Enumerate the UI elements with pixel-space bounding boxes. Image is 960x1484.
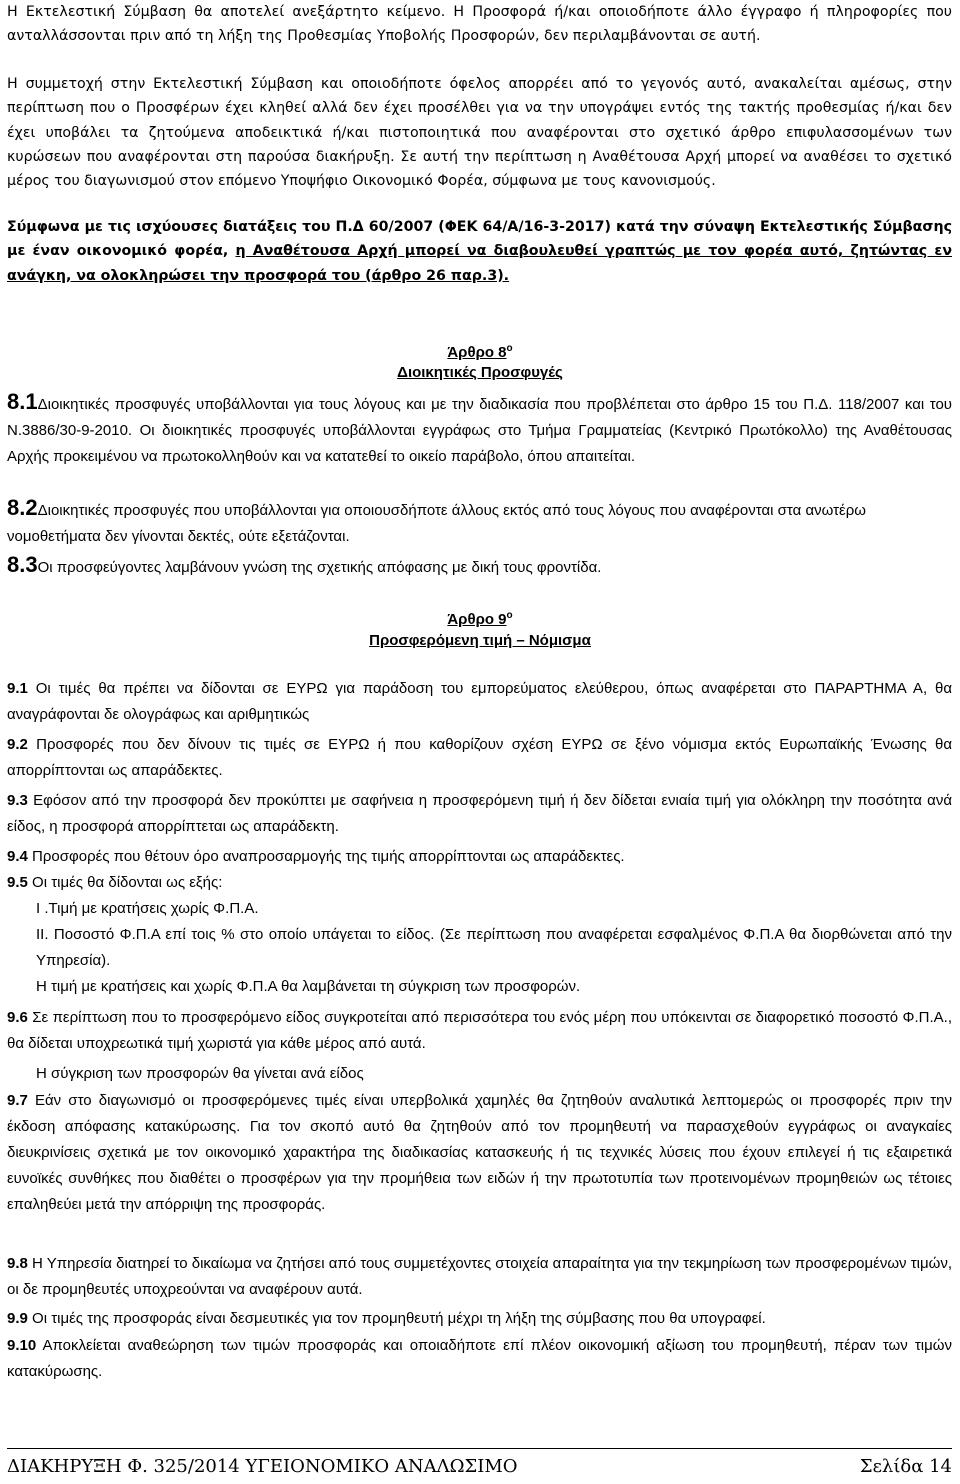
footer-divider bbox=[7, 1448, 952, 1449]
section-8-1-text: Διοικητικές προσφυγές υποβάλλονται για τους λόγους και με την διαδικασία που προβλέπεται στο άρθρο 15 του Π.Δ. 118/2007 και του Ν.3886/30-9-2010. Οι διοικητικές προσφυγές υποβάλλονται εγγράφως στο Τμήμα Γραμματείας (Κεντρικό Πρωτόκολλο) της Αναθέτουσας Αρχής προκειμένου να πρωτοκολληθούν και να κατατεθεί το οικείο παράβολο, όπου απαιτείται. bbox=[7, 396, 952, 465]
section-9-3: 9.3 Εφόσον από την προσφορά δεν προκύπτει με σαφήνεια η προσφερόμενη τιμή ή δεν δίδεται ενιαία τιμή για ολόκληρη την ποσότητα ανά είδος, η προσφορά απορρίπτεται ως απαράδεκτη. bbox=[7, 792, 952, 835]
article-9-heading: Άρθρο $9^o$ bbox=[447, 610, 513, 628]
section-9-10: 9.10 Αποκλείεται αναθεώρηση των τιμών προσφοράς και οποιαδήποτε επί πλέον οικονομική αξίωση του προμηθευτή, πέραν των τιμών κατακύρωσης. bbox=[7, 1337, 952, 1380]
section-9-1: 9.1 Οι τιμές θα πρέπει να δίδονται σε ΕΥΡΩ για παράδοση του εμπορεύματος ελεύθερου, όπως αναφέρεται στο ΠΑΡΑΡΤΗΜΑ Α, θα αναγράφονται δε ολογράφως και αριθμητικώς bbox=[7, 680, 953, 723]
section-9-4: 9.4 Προσφορές που θέτουν όρο αναπροσαρμογής της τιμής απορρίπτονται ως απαράδεκτες. bbox=[7, 848, 625, 865]
section-9-5: 9.5 Οι τιμές θα δίδονται ως εξής: bbox=[7, 874, 223, 891]
section-9-6-extra: Η σύγκριση των προσφορών θα γίνεται ανά είδος bbox=[36, 1065, 364, 1082]
section-8-1-number: 8.1 bbox=[7, 389, 38, 414]
section-8-2-text: Διοικητικές προσφυγές που υποβάλλονται για οποιουσδήποτε άλλους εκτός από τους λόγους που αναφέρονται στα ανωτέρω νομοθετήματα δεν γίνονται δεκτές, ούτε εξετάζονται. bbox=[7, 502, 866, 545]
page-number: Σελίδα 14 bbox=[859, 1456, 952, 1477]
section-8-3 bbox=[7, 552, 952, 581]
section-8-1 bbox=[7, 389, 952, 470]
section-9-2: 9.2 Προσφορές που δεν δίνουν τις τιμές σε ΕΥΡΩ ή που καθορίζουν σχέση ΕΥΡΩ σε ξένο νόμισμα εκτός Ευρωπαϊκής Ένωσης θα απορρίπτονται ως απαράδεκτες. bbox=[7, 736, 952, 779]
section-9-5-item-ii: ΙΙ. Ποσοστό Φ.Π.Α επί τοις % στο οποίο υπάγεται το είδος. (Σε περίπτωση που αναφέρεται εσφαλμένος Φ.Π.Α θα διορθώνεται από την Υπηρεσία). bbox=[36, 926, 952, 969]
intro-paragraph-2: Η συμμετοχή στην Εκτελεστική Σύμβαση και οποιοδήποτε όφελος απορρέει από το γεγονός αυτό, ανακαλείται αμέσως, στην περίπτωση που ο Προσφέρων έχει κληθεί αλλά δεν έχει προσέλθει για να την υπογράψει εντός της τακτής προθεσμίας ή/και δεν έχει υποβάλει τα ζητούμενα αποδεικτικά ή/και πιστοποιητικά που αναφέρονται στο σχετικό άρθρο επιφυλασσομένων των κυρώσεων που αναφέρονται στη παρούσα διακήρυξη. Σε αυτή την περίπτωση η Αναθέτουσα Αρχή μπορεί να αναθέσει το σχετικό μέρος του διαγωνισμού στον επόμενο Υποψήφιο Οικονομικό Φορέα, σύμφωνα με τους κανονισμούς. bbox=[7, 76, 952, 190]
section-8-3-text: Οι προσφεύγοντες λαμβάνουν γνώση της σχετικής απόφασης με δική τους φροντίδα. bbox=[37, 559, 602, 576]
section-9-9: 9.9 Οι τιμές της προσφοράς είναι δεσμευτικές για τον προμηθευτή μέχρι τη λήξη της σύμβασης που θα υπογραφεί. bbox=[7, 1310, 766, 1327]
intro-paragraph-3 bbox=[7, 215, 952, 288]
section-9-6: 9.6 Σε περίπτωση που το προσφερόμενο είδος συγκροτείται από περισσότερα του ενός μέρη που υπόκεινται σε διαφορετικό ποσοστό Φ.Π.Α., θα δίδεται υποχρεωτικά τιμή χωριστά για κάθε μέρος από αυτά. bbox=[7, 1009, 952, 1052]
intro-paragraph-3-underline: η Αναθέτουσα Αρχή μπορεί να διαβουλευθεί γραπτώς με τον φορέα αυτό, ζητώντας εν ανάγκη, να ολοκληρώσει την προσφορά του (άρθρο 26 παρ.3). bbox=[7, 243, 952, 284]
section-8-3-number: 8.3 bbox=[7, 552, 38, 577]
section-9-7: 9.7 Εάν στο διαγωνισμό οι προσφερόμενες τιμές είναι υπερβολικά χαμηλές θα ζητηθούν αναλυτικά λεπτομερώς οι προσφορές πριν την έκδοση απόφασης κατακύρωσης. Για τον σκοπό αυτό θα ζητηθούν από τον προμηθευτή να παρασχεθούν εγγράφως οι αναγκαίες διευκρινίσεις σχετικά με τον οικονομικό χαρακτήρα της διαδικασίας κατασκευής ή τις τεχνικές λύσεις που έχουν επιλεγεί ή τις εξαιρετικά ευνοϊκές συνθήκες που διαθέτει ο προσφέρων για την προμήθεια των ειδών ή την πρωτοτυπία των προτεινομένων προμηθειών ως τέτοιες επαληθεύει μετά την απόρριψη της προσφοράς. bbox=[7, 1092, 952, 1213]
section-9-8: 9.8 Η Υπηρεσία διατηρεί το δικαίωμα να ζητήσει από τους συμμετέχοντες στοιχεία απαραίτητα για την τεκμηρίωση των προσφερομένων τιμών, οι δε προμηθευτές υποχρεούνται να αναφέρουν αυτά. bbox=[7, 1255, 952, 1298]
section-8-2-number: 8.2 bbox=[7, 495, 38, 520]
article-9-title: Προσφερόμενη τιμή – Νόμισμα bbox=[369, 632, 591, 649]
footer-title: ΔΙΑΚΗΡΥΞΗ Φ. 325/2014 ΥΓΕΙΟΝΟΜΙΚΟ ΑΝΑΛΩΣΙΜΟ bbox=[7, 1456, 518, 1477]
section-9-5-item-i: Ι .Τιμή με κρατήσεις χωρίς Φ.Π.Α. bbox=[36, 900, 259, 917]
article-8-title: Διοικητικές Προσφυγές bbox=[397, 364, 563, 381]
section-8-2 bbox=[7, 495, 952, 550]
section-9-5-item-iii: Η τιμή με κρατήσεις και χωρίς Φ.Π.Α θα λαμβάνεται τη σύγκριση των προσφορών. bbox=[36, 978, 581, 995]
article-8-heading: Άρθρο $8^o$ bbox=[447, 343, 513, 361]
intro-paragraph-3-bold: Σύμφωνα με τις ισχύουσες διατάξεις του Π.Δ 60/2007 (ΦΕΚ 64/Α/16-3-2017) κατά την σύναψη Εκτελεστικής Σύμβασης με έναν οικονομικό φορέα, bbox=[7, 219, 952, 260]
intro-paragraph-1: Η Εκτελεστική Σύμβαση θα αποτελεί ανεξάρτητο κείμενο. Η Προσφορά ή/και οποιοδήποτε άλλο έγγραφο ή πληροφορίες που ανταλλάσσονται πριν από τη λήξη της Προθεσμίας Υποβολής Προσφορών, δεν περιλαμβάνονται σε αυτή. bbox=[7, 4, 952, 45]
